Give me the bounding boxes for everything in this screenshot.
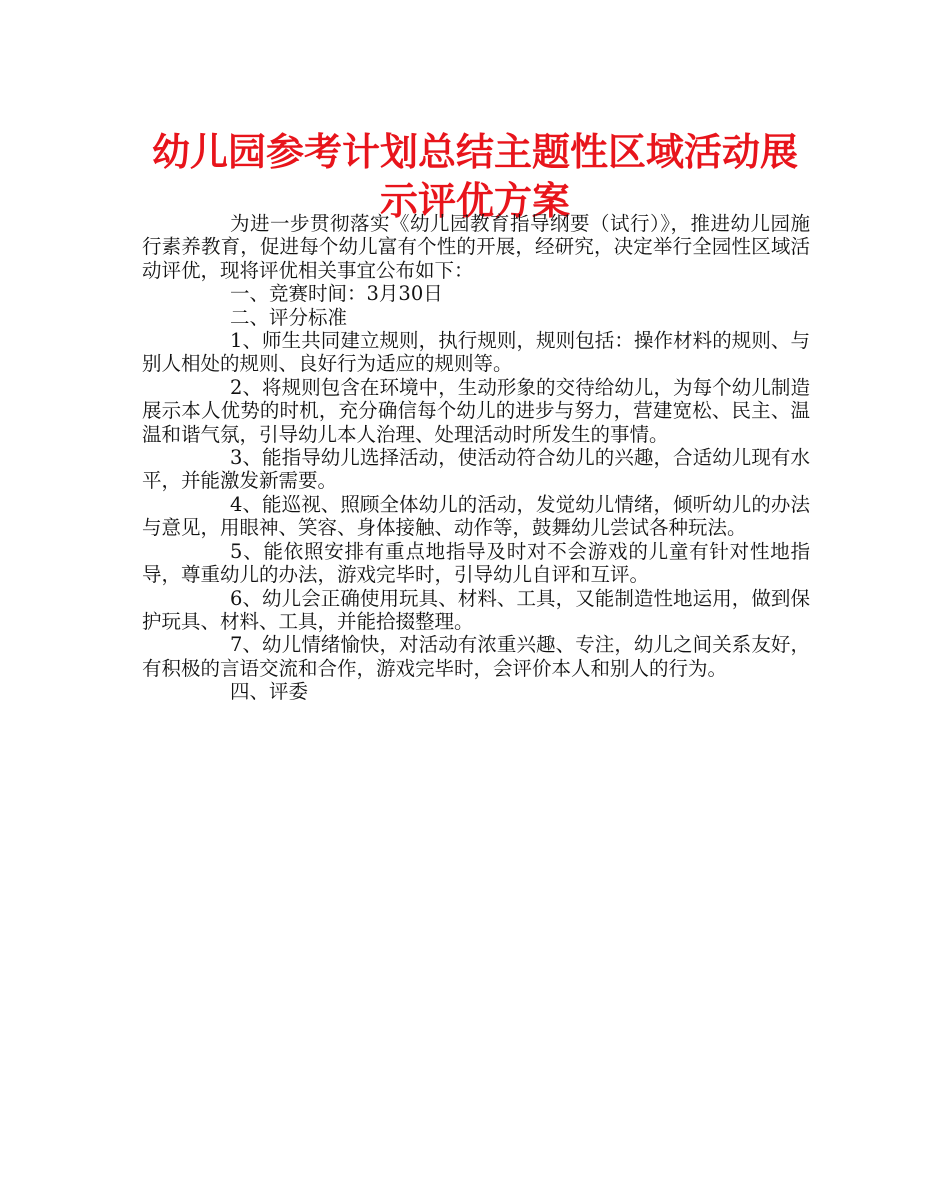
paragraph-intro: 为进一步贯彻落实《幼儿园教育指导纲要（试行）》，推进幼儿园施行素养教育，促进每个幼儿富有个性的开展，经研究，决定举行全园性区域活动评优，现将评优相关事宜公布如下：: [142, 212, 810, 282]
paragraph-criterion-5: 5、能依照安排有重点地指导及时对不会游戏的儿童有针对性地指导，尊重幼儿的办法，游戏完毕时，引导幼儿自评和互评。: [142, 539, 810, 587]
paragraph-criterion-7: 7、幼儿情绪愉快，对活动有浓重兴趣、专注，幼儿之间关系友好，有积极的言语交流和合作，游戏完毕时，会评价本人和别人的行为。: [142, 633, 810, 680]
paragraph-competition-time: 一、竞赛时间：3月30日: [230, 282, 443, 306]
paragraph-judges-heading: 四、评委: [230, 680, 309, 704]
document-title: 幼儿园参考计划总结主题性区域活动展示评优方案: [151, 130, 798, 223]
paragraph-criterion-1: 1、师生共同建立规则，执行规则，规则包括：操作材料的规则、与别人相处的规则、良好行为适应的规则等。: [142, 329, 810, 376]
paragraph-criterion-2: 2、将规则包含在环境中，生动形象的交待给幼儿，为每个幼儿制造展示本人优势的时机，充分确信每个幼儿的进步与努力，营建宽松、民主、温温和谐气氛，引导幼儿本人治理、处理活动时所发生的事情。: [142, 375, 810, 446]
paragraph-criterion-3: 3、能指导幼儿选择活动，使活动符合幼儿的兴趣，合适幼儿现有水平，并能激发新需要。: [142, 446, 810, 493]
document-body: [142, 212, 810, 704]
paragraph-criterion-4: 4、能巡视、照顾全体幼儿的活动，发觉幼儿情绪，倾听幼儿的办法与意见，用眼神、笑容、身体接触、动作等，鼓舞幼儿尝试各种玩法。: [142, 492, 810, 540]
paragraph-scoring-heading: 二、评分标准: [230, 305, 348, 329]
paragraph-criterion-6: 6、幼儿会正确使用玩具、材料、工具，又能制造性地运用，做到保护玩具、材料、工具，并能拾掇整理。: [142, 586, 810, 633]
